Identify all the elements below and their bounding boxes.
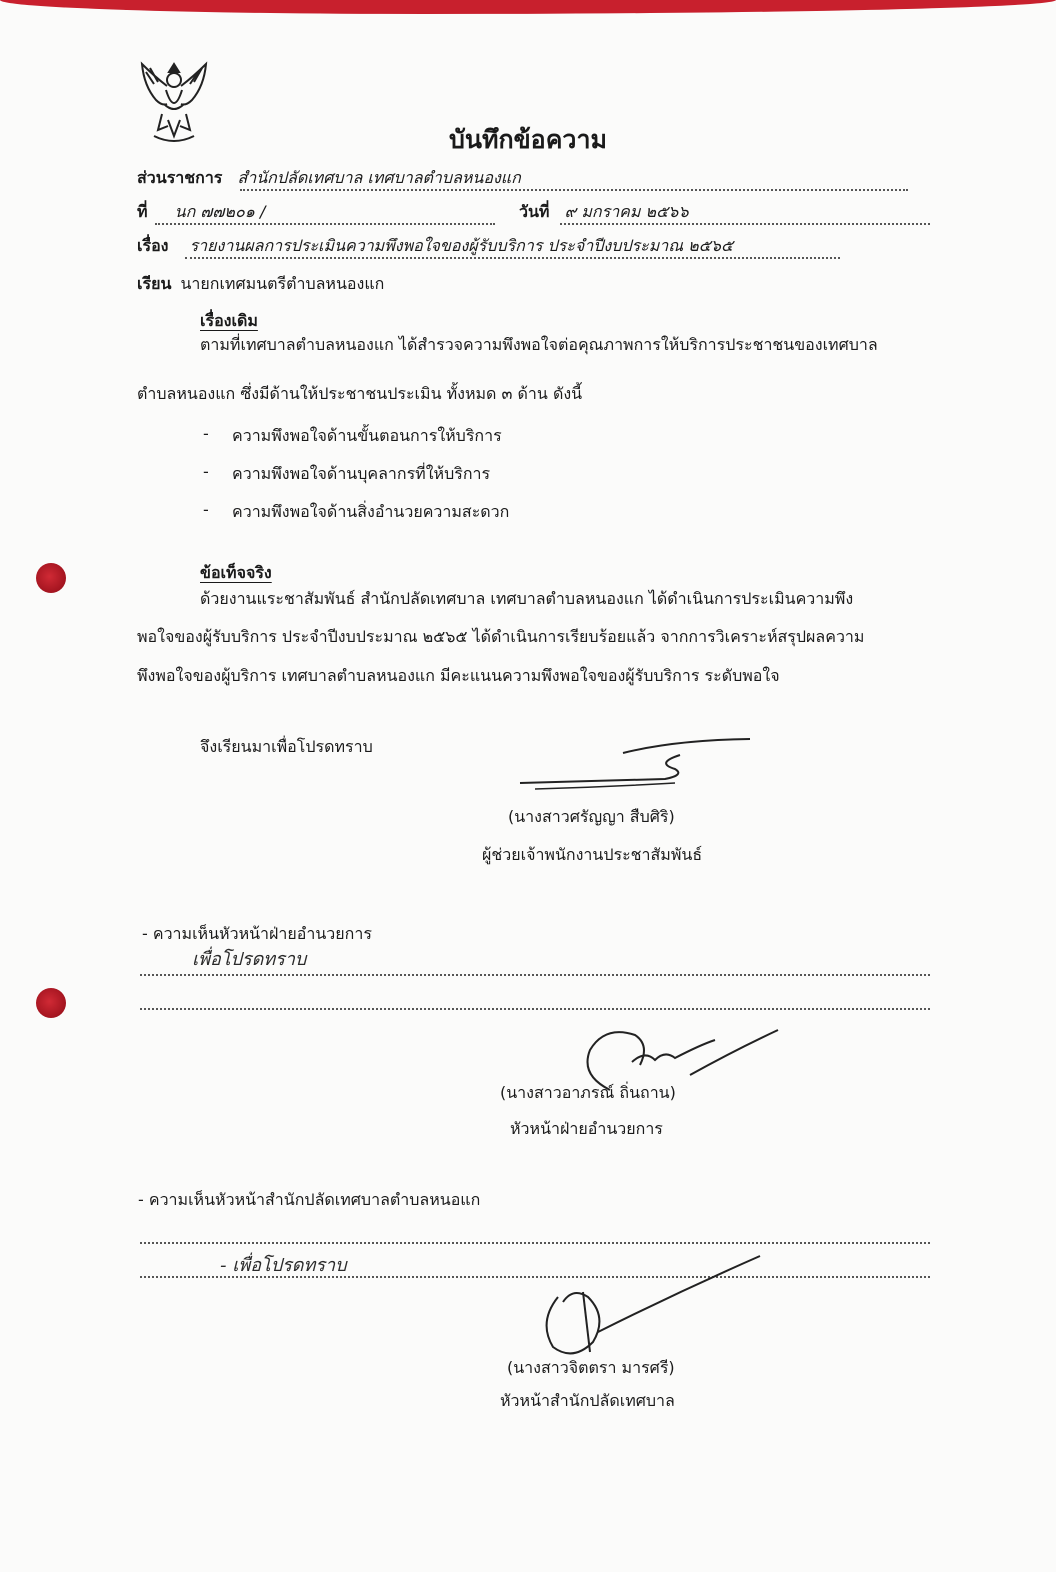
dept-row [137, 166, 521, 191]
signer3-position: หัวหน้าสำนักปลัดเทศบาล [500, 1391, 675, 1410]
list-item: ความพึงพอใจด้านบุคลากรที่ให้บริการ [232, 464, 491, 483]
no-row [137, 200, 265, 225]
facts-line: พอใจของผู้รับบริการ ประจำปีงบประมาณ ๒๕๖๕ ได้ดำเนินการเรียบร้อยแล้ว จากการวิเคราะห์สรุปผลความ [137, 627, 865, 646]
punch-hole-icon [36, 988, 66, 1018]
background-line: ตามที่เทศบาลตำบลหนองแก ได้สำรวจความพึงพอใจต่อคุณภาพการให้บริการประชาชนของเทศบาล [200, 335, 878, 354]
signer1-name: (นางสาวศรัญญา สืบศิริ) [508, 807, 675, 826]
date-value: ๙ มกราคม ๒๕๖๖ [564, 202, 689, 221]
no-dotted-line [155, 223, 495, 225]
closing-text: จึงเรียนมาเพื่อโปรดทราบ [200, 737, 373, 756]
date-dotted-line [560, 223, 930, 225]
date-row [519, 200, 688, 225]
opinion1-label: - ความเห็นหัวหน้าฝ่ายอำนวยการ [142, 924, 372, 943]
punch-hole-icon [36, 563, 66, 593]
dept-value: สำนักปลัดเทศบาล เทศบาลตำบลหนองแก [237, 168, 521, 187]
facts-line: พึงพอใจของผู้บริการ เทศบาลตำบลหนองแก มีคะแนนความพึงพอใจของผู้รับบริการ ระดับพอใจ [137, 666, 780, 685]
to-label: เรียน [137, 274, 172, 293]
signer2-position: หัวหน้าฝ่ายอำนวยการ [510, 1119, 663, 1138]
bullet: - [203, 462, 209, 481]
signer2-name: (นางสาวอาภรณ์ ถิ่นถาน) [500, 1083, 676, 1102]
facts-line: ด้วยงานแระชาสัมพันธ์ สำนักปลัดเทศบาล เทศบาลตำบลหนองแก ได้ดำเนินการประเมินความพึง [200, 589, 854, 608]
page-title: บันทึกข้อความ [449, 125, 607, 154]
dept-label: ส่วนราชการ [137, 168, 223, 187]
list-item: ความพึงพอใจด้านขั้นตอนการให้บริการ [232, 426, 502, 445]
background-heading: เรื่องเดิม [200, 311, 258, 330]
bullet: - [203, 500, 209, 519]
signature-3 [528, 1252, 768, 1362]
signature-1 [515, 735, 755, 795]
no-label: ที่ [137, 202, 148, 221]
signer1-position: ผู้ช่วยเจ้าพนักงานประชาสัมพันธ์ [482, 845, 703, 864]
bullet: - [203, 424, 209, 443]
list-item: ความพึงพอใจด้านสิ่งอำนวยความสะดวก [232, 502, 510, 521]
opinion1-dotted-line [140, 1008, 930, 1010]
dept-dotted-line [240, 189, 908, 191]
date-label: วันที่ [519, 202, 550, 221]
signer3-name: (นางสาวจิตตรา มารศรี) [507, 1358, 675, 1377]
to-row [137, 272, 384, 297]
opinion2-label: - ความเห็นหัวหน้าสำนักปลัดเทศบาลตำบลหนอแก [138, 1190, 481, 1209]
facts-heading: ข้อเท็จจริง [200, 563, 272, 582]
to-value: นายกเทศมนตรีตำบลหนองแก [180, 274, 385, 293]
opinion2-handwritten: - เพื่อโปรดทราบ [220, 1255, 347, 1276]
subject-row [137, 234, 733, 259]
subject-label: เรื่อง [137, 236, 169, 255]
subject-dotted-line [185, 257, 840, 259]
background-line: ตำบลหนองแก ซึ่งมีด้านให้ประชาชนประเมิน ทั้งหมด ๓ ด้าน ดังนี้ [137, 384, 583, 403]
opinion1-handwritten: เพื่อโปรดทราบ [192, 949, 307, 970]
opinion2-dotted-line [140, 1242, 930, 1244]
opinion1-dotted-line [140, 974, 930, 976]
subject-value: รายงานผลการประเมินความพึงพอใจของผู้รับบริการ ประจำปีงบประมาณ ๒๕๖๕ [189, 236, 734, 255]
no-value: นก ๗๗๒๐๑ / [174, 202, 266, 221]
top-red-border [0, 0, 1056, 14]
